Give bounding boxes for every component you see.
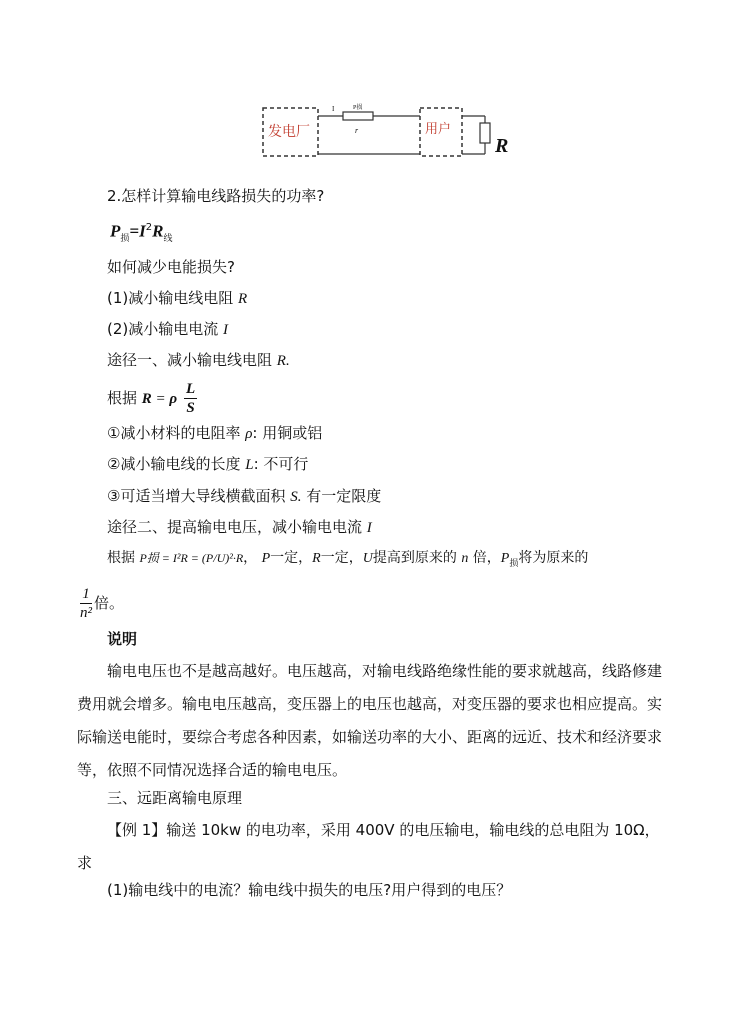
fraction-1-over-n2: $\frac{1}{\text{n²}}$ (80, 586, 92, 621)
question-2: 2.怎样计算输电线路损失的功率? (107, 187, 325, 205)
way-2: 途径二、提高输电电压，减小输电电流 I (107, 518, 372, 536)
resistor-bottom-label: r (355, 126, 359, 135)
load-resistor (480, 123, 490, 143)
power-plant-label: 发电厂 (268, 124, 310, 140)
formula-P: P (110, 221, 121, 241)
formula-inline: P损 = I²R = (P/U)²·R (139, 551, 244, 565)
method-1: (1)减小输电线电阻 R (107, 289, 248, 307)
formula-exp: 2 (145, 222, 153, 233)
load-label: R (495, 135, 509, 157)
formula-eq: = (129, 221, 140, 241)
resistor-top-label: P损 (353, 105, 363, 111)
basis-voltage: 根据 P损 = I²R = (P/U)²·R， P一定，R一定，U提高到原来的 n 倍，$P_损$将为原来的 (107, 550, 589, 569)
section-3-heading: 三、远距离输电原理 (107, 789, 243, 807)
line-resistor (343, 112, 373, 120)
formula-power-loss (110, 218, 172, 249)
user-label: 用户 (425, 122, 452, 137)
fraction-line: $\frac{1}{\text{n²}}$ 倍。 (80, 586, 125, 621)
note-paragraph: 输电电压也不是越高越好。电压越高，对输电线路绝缘性能的要求就越高，线路修建费用就会增多。输电电压越高，变压器上的电压也越高，对变压器的要求也相应提高。实际输送电能时，要综合考虑各种因素，如输送功率的大小、距离的远近、技术和经济要求等，依照不同情况选择合适的输电电压。 (77, 662, 663, 779)
formula-sub-loss: 损 (120, 234, 130, 245)
example-1-paragraph: 【例 1】输送 10kw 的电功率，采用 400V 的电压输电，输电线的总电阻为 10Ω，求 (77, 821, 660, 872)
note-title: 说明 (107, 630, 138, 648)
current-label: I (332, 105, 335, 113)
measure-1: ①减小材料的电阻率 ρ: 用铜或铝 (107, 424, 323, 442)
way-1: 途径一、减小输电线电阻 R. (107, 351, 290, 369)
measure-2: ②减小输电线的长度 L: 不可行 (107, 455, 309, 473)
basis-resistance: 根据 R = ρ $\frac{L}{S}$ (107, 381, 196, 416)
measure-3: ③可适当增大导线横截面积 S. 有一定限度 (107, 487, 382, 505)
circuit-diagram (0, 0, 737, 170)
fraction-L-over-S: $\frac{L}{S}$ (185, 381, 196, 416)
formula-R: R (152, 221, 164, 241)
formula-I: I (139, 221, 146, 241)
question-reduce: 如何减少电能损失? (107, 258, 235, 276)
question-last: (1)输电线中的电流？输电线中损失的电压?用户得到的电压？ (107, 881, 512, 899)
formula-sub-line: 线 (163, 234, 173, 245)
method-2: (2)减小输电电流 I (107, 320, 229, 338)
